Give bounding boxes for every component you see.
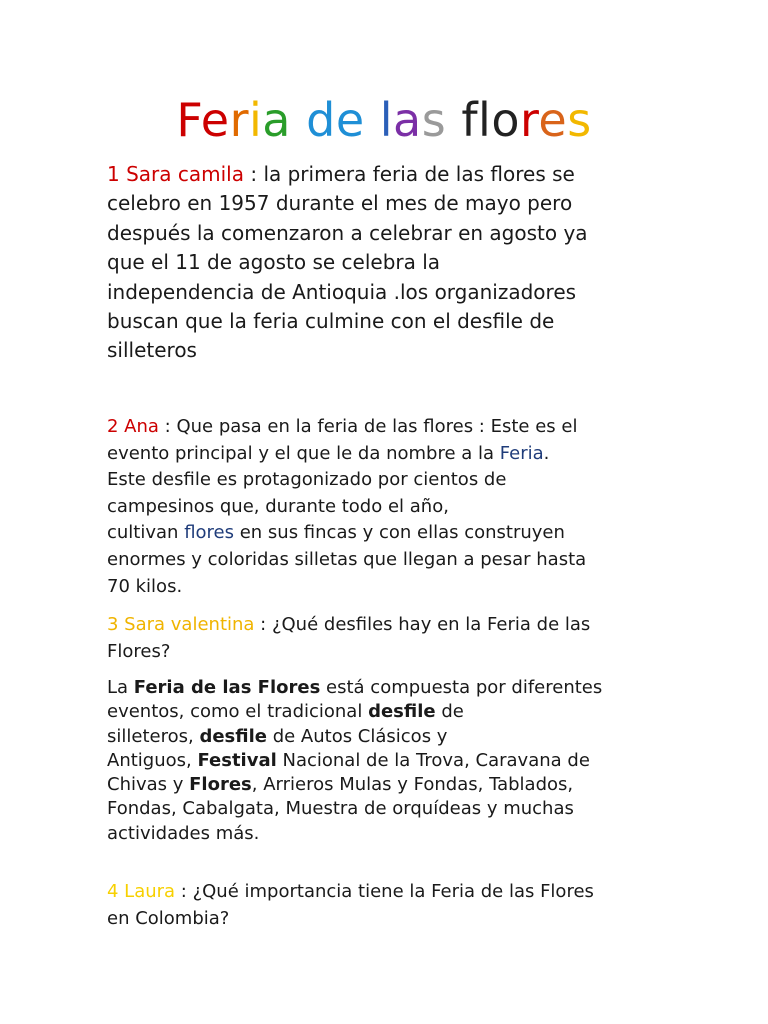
paragraph-line [107, 700, 667, 724]
title-letter: f [461, 93, 479, 147]
paragraph-line [107, 879, 667, 906]
line-text: Nacional de la Trova, Caravana de [276, 749, 590, 771]
bold-text: desfile [199, 725, 267, 747]
author-name: 4 Laura [107, 881, 176, 902]
title-letter: e [200, 93, 230, 147]
line-text: Chivas y [107, 774, 190, 796]
paragraph-line: que el 11 de agosto se celebra la [107, 250, 441, 275]
paragraph-line: silleteros [107, 338, 197, 363]
title-letter: l [478, 93, 492, 147]
paragraph-line [107, 725, 667, 749]
line-text: está compuesta por diferentes [320, 677, 603, 698]
section-1-paragraph [107, 160, 667, 366]
paragraph-line [107, 441, 667, 468]
line-text: : la primera feria de las flores se [243, 162, 575, 186]
title-letter: s [421, 93, 447, 147]
feria-link[interactable]: Feria [499, 442, 544, 464]
paragraph-line [107, 520, 667, 547]
bold-text: desfile [368, 701, 436, 723]
line-text: en sus fincas y con ellas construyen [234, 522, 565, 544]
title-letter: i [249, 93, 263, 147]
title-letter: F [176, 93, 201, 147]
line-text: silleteros, [107, 725, 200, 747]
section-4-question [107, 879, 667, 932]
paragraph-line: Flores? [107, 640, 171, 662]
title-letter: r [229, 93, 250, 147]
line-text: de [435, 701, 464, 723]
author-name: 3 Sara valentina [107, 614, 255, 635]
paragraph-line: actividades más. [107, 822, 260, 844]
section-2-paragraph [107, 414, 667, 600]
paragraph-line: en Colombia? [107, 907, 230, 929]
paragraph-line: Este desfile es protagonizado por cientos de [107, 469, 507, 491]
title-letter: d [306, 93, 336, 147]
paragraph-line [107, 749, 667, 773]
paragraph-line: campesinos que, durante todo el año, [107, 495, 449, 517]
flores-link[interactable]: flores [184, 522, 234, 544]
title-letter [446, 93, 461, 147]
paragraph-line [107, 773, 667, 797]
section-3-answer [107, 676, 667, 846]
bold-text: Festival [197, 749, 277, 771]
line-text: , Arrieros Mulas y Fondas, Tablados, [251, 774, 574, 796]
title-letter: e [538, 93, 568, 147]
title-letter: a [393, 93, 422, 147]
line-text: Antiguos, [107, 749, 198, 771]
title-letter: o [491, 93, 520, 147]
title-letter: s [567, 93, 592, 147]
paragraph-line [107, 612, 667, 639]
author-name: 2 Ana [107, 416, 159, 437]
line-text: La [107, 677, 134, 698]
title-letter: r [519, 93, 539, 147]
page-title [0, 90, 768, 150]
section-3-question [107, 612, 667, 665]
paragraph-line [107, 414, 667, 441]
paragraph-line: 70 kilos. [107, 575, 183, 597]
line-text: : Que pasa en la feria de las flores : Este es el [158, 416, 578, 437]
paragraph-line: Fondas, Cabalgata, Muestra de orquídeas y muchas [107, 798, 574, 820]
paragraph-line: buscan que la feria culmine con el desfile de [107, 309, 555, 334]
author-name: 1 Sara camila [107, 162, 244, 186]
title-letter: l [379, 93, 394, 147]
line-text: eventos, como el tradicional [107, 701, 369, 723]
bold-text: Flores [189, 774, 252, 796]
paragraph-line [107, 160, 667, 189]
bold-text: Feria de las Flores [133, 677, 321, 698]
line-text: . [543, 442, 550, 464]
paragraph-line [107, 676, 667, 700]
line-text: cultivan [107, 522, 185, 544]
title-letter: a [262, 93, 291, 147]
line-text: de Autos Clásicos y [266, 725, 448, 747]
paragraph-line: independencia de Antioquia .los organizadores [107, 279, 577, 304]
title-letter [291, 93, 306, 147]
line-text: evento principal y el que le da nombre a la [107, 442, 500, 464]
line-text: : ¿Qué desfiles hay en la Feria de las [254, 614, 591, 635]
paragraph-line: enormes y coloridas silletas que llegan a pesar hasta [107, 548, 587, 570]
line-text: : ¿Qué importancia tiene la Feria de las Flores [175, 881, 594, 902]
title-letter [365, 93, 380, 147]
paragraph-line: después la comenzaron a celebrar en agosto ya [107, 220, 588, 245]
title-letter: e [335, 93, 365, 147]
paragraph-line: celebro en 1957 durante el mes de mayo pero [107, 191, 573, 216]
